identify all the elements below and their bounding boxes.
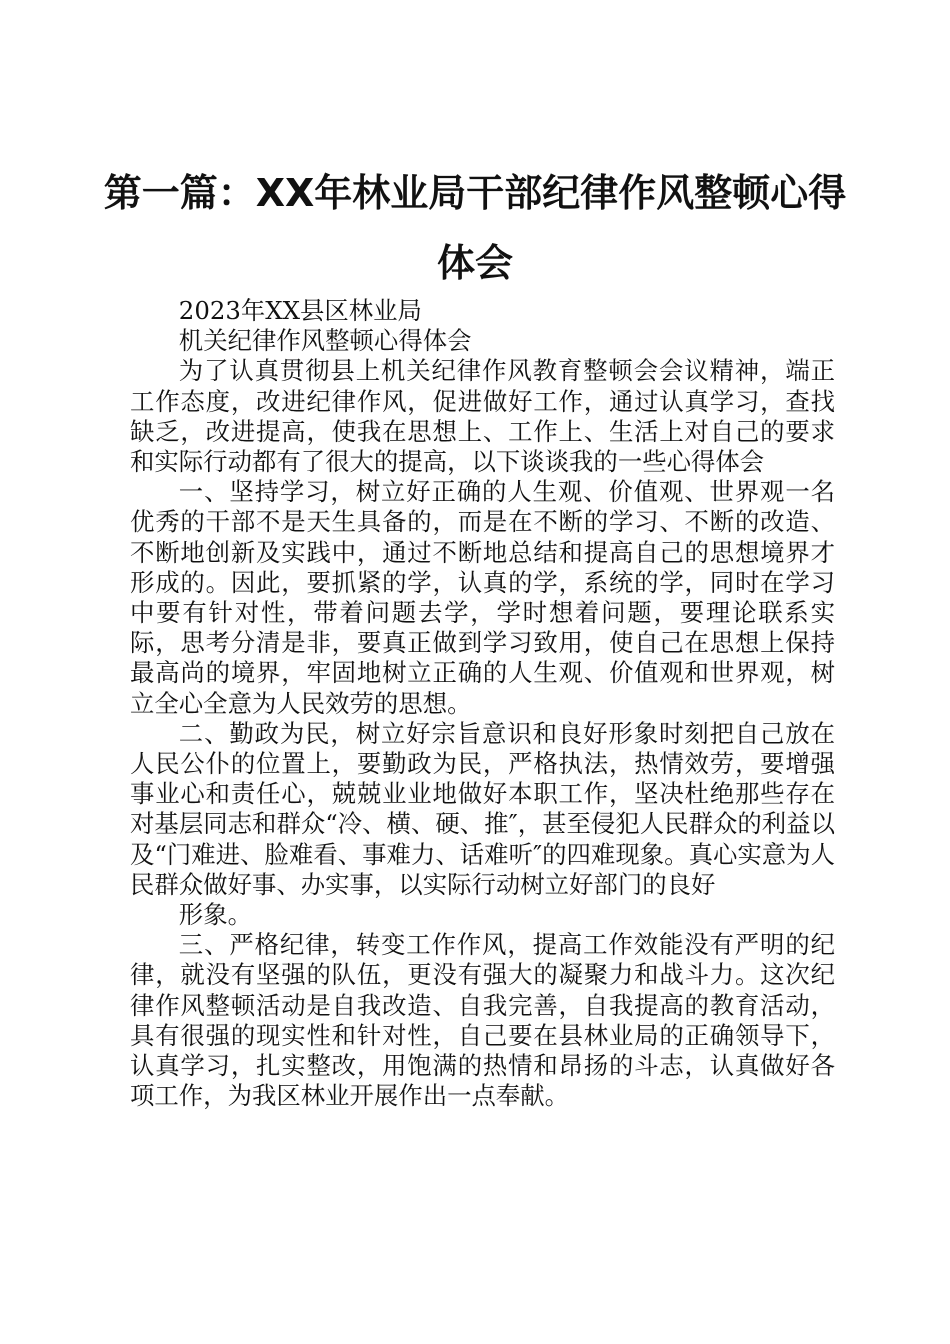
header-line-2: 机关纪律作风整顿心得体会 [178,326,472,356]
paragraph-section-2-end: 形象。 [178,900,252,930]
paragraph-section-3: 三、严格纪律，转变工作作风，提高工作效能没有严明的纪律，就没有坚强的队伍，更没有强大的凝聚力和战斗力。这次纪律作风整顿活动是自我改造、自我完善，自我提高的教育活动，具有很强的现实性和针对性，自己要在县林业局的正确领导下，认真学习，扎实整改，用饱满的热情和昂扬的斗志，认真做好各项工作，为我区林业开展作出一点奉献。 [130,930,835,1111]
header-line-1: 2023年XX县区林业局 [178,296,422,325]
document-body [130,296,835,1111]
paragraph-section-1: 一、坚持学习，树立好正确的人生观、价值观、世界观一名优秀的干部不是天生具备的，而是在不断的学习、不断的改造、不断地创新及实践中，通过不断地总结和提高自己的思想境界才形成的。因此，要抓紧的学，认真的学，系统的学，同时在学习中要有针对性，带着问题去学，学时想着问题，要理论联系实际，思考分清是非，要真正做到学习致用，使自己在思想上保持最高尚的境界，牢固地树立正确的人生观、价值观和世界观，树立全心全意为人民效劳的思想。 [130,477,835,718]
document-title: 第一篇：XX年林业局干部纪律作风整顿心得体会 [103,171,847,285]
paragraph-intro: 为了认真贯彻县上机关纪律作风教育整顿会会议精神，端正工作态度，改进纪律作风，促进做好工作，通过认真学习，查找缺乏，改进提高，使我在思想上、工作上、生活上对自己的要求和实际行动都有了很大的提高，以下谈谈我的一些心得体会 [130,356,835,477]
paragraph-section-2: 二、勤政为民，树立好宗旨意识和良好形象时刻把自己放在人民公仆的位置上，要勤政为民，严格执法，热情效劳，要增强事业心和责任心，兢兢业业地做好本职工作，坚决杜绝那些存在对基层同志和群众“冷、横、硬、推″，甚至侵犯人民群众的利益以及“门难进、脸难看、事难力、话难听″的四难现象。真心实意为人民群众做好事、办实事，以实际行动树立好部门的良好 [130,718,835,899]
